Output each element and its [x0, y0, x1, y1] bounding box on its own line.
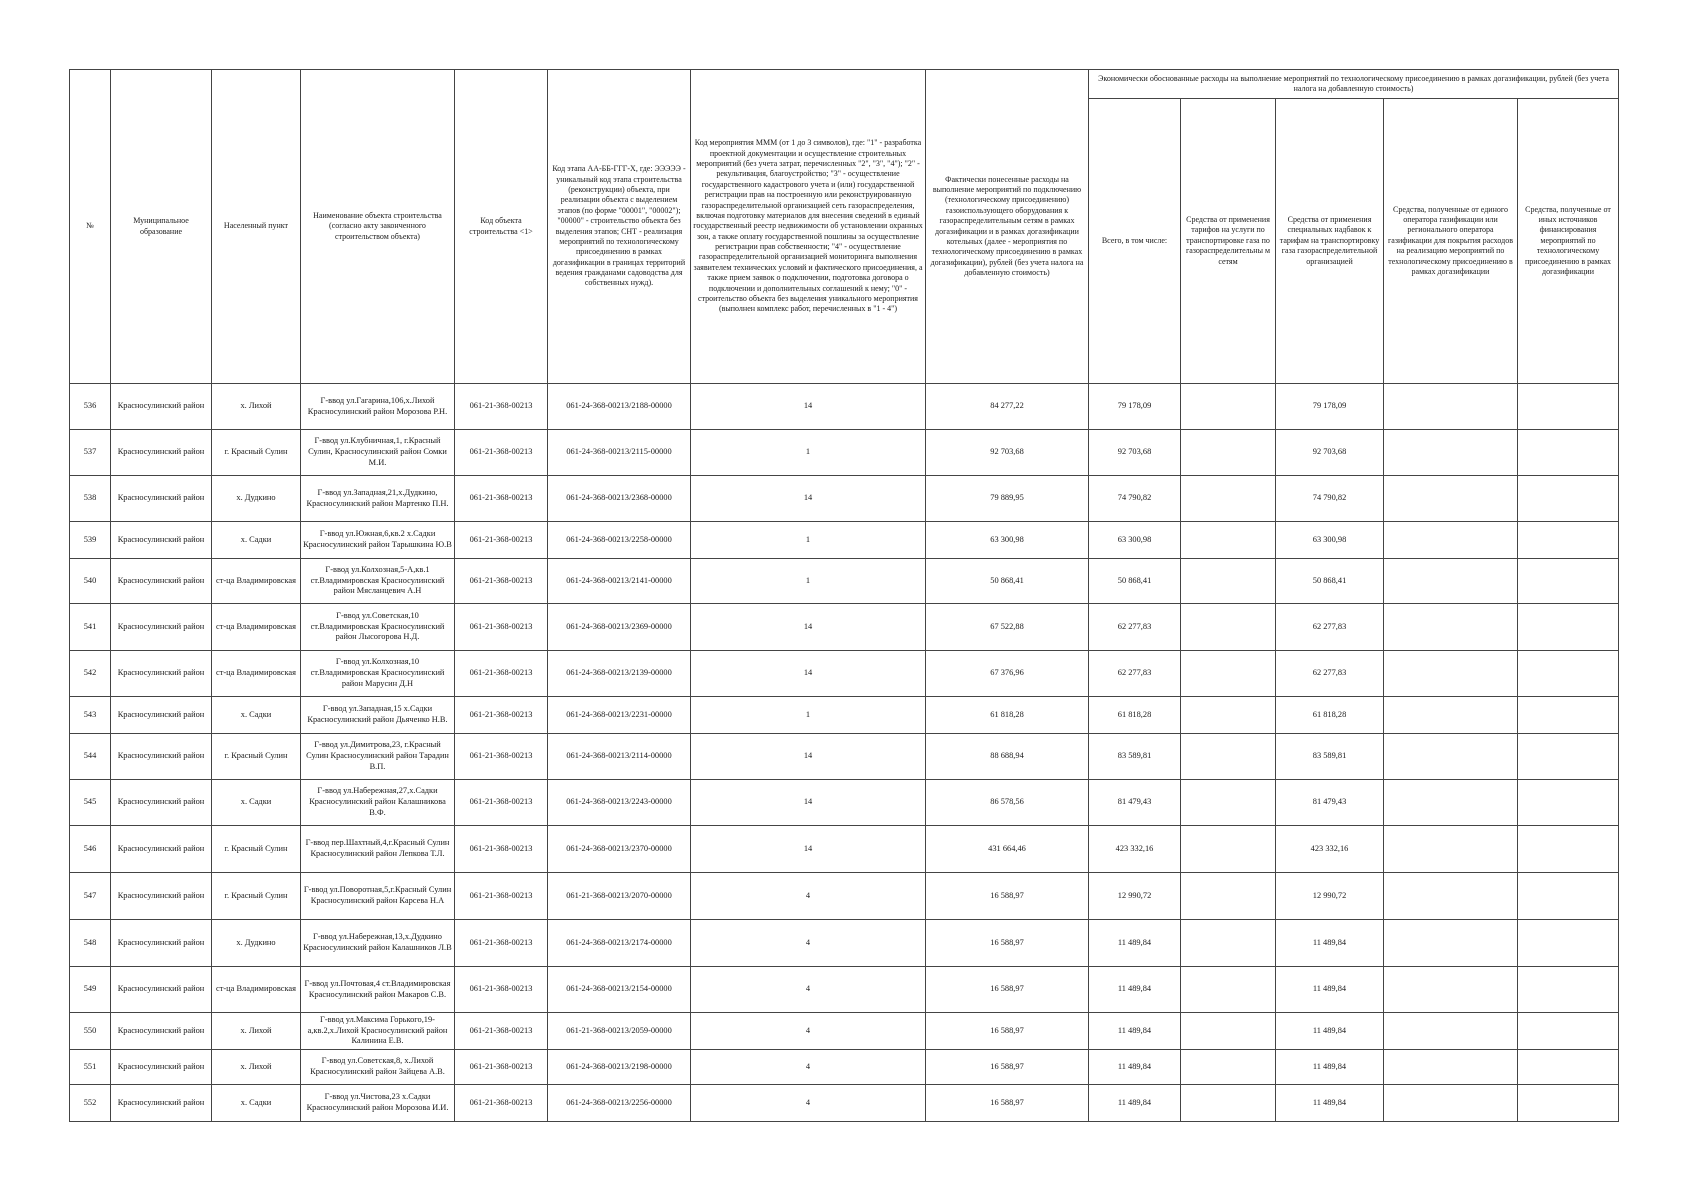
- cell-total: 83 589,81: [1089, 734, 1181, 780]
- cell-single-operator: [1384, 734, 1518, 780]
- cell-settlement: ст-ца Владимировская: [212, 559, 301, 604]
- cell-actual-costs: 67 376,96: [926, 651, 1089, 697]
- cell-special-markups: 81 479,43: [1276, 780, 1384, 826]
- cell-total: 62 277,83: [1089, 651, 1181, 697]
- cell-total: 11 489,84: [1089, 1085, 1181, 1122]
- header-object-name: Наименование объекта строительства (согласно акту законченного строительством объекта): [301, 70, 455, 384]
- cell-actual-costs: 84 277,22: [926, 384, 1089, 430]
- cell-object-name: Г-ввод ул.Почтовая,4 ст.Владимировская Красносулинский район Макаров С.В.: [301, 967, 455, 1013]
- cell-single-operator: [1384, 604, 1518, 651]
- cell-settlement: г. Красный Сулин: [212, 873, 301, 920]
- cell-tariff-services: [1181, 780, 1276, 826]
- cell-no: 546: [70, 826, 111, 873]
- cell-object-code: 061-21-368-00213: [455, 697, 548, 734]
- cell-object-code: 061-21-368-00213: [455, 1050, 548, 1085]
- cell-tariff-services: [1181, 826, 1276, 873]
- cell-no: 541: [70, 604, 111, 651]
- table-row: [70, 384, 1619, 430]
- cell-total: 11 489,84: [1089, 1013, 1181, 1050]
- cell-actual-costs: 16 588,97: [926, 873, 1089, 920]
- cell-object-code: 061-21-368-00213: [455, 559, 548, 604]
- cell-object-name: Г-ввод ул.Набережная,13,х.Дудкино Красносулинский район Калашников Л.В: [301, 920, 455, 967]
- header-actual-costs: Фактически понесенные расходы на выполнение мероприятий по подключению (технологическому присоединению) газоиспользующего оборудования к газораспределительным сетям в рамках догазификации и в рамках догазификации котельных (далее - мероприятия по технологическому присоединению в рамках догазификации), рублей (без учета налога на добавленную стоимость): [926, 70, 1089, 384]
- cell-actual-costs: 61 818,28: [926, 697, 1089, 734]
- table-row: [70, 522, 1619, 559]
- cell-special-markups: 62 277,83: [1276, 604, 1384, 651]
- cell-tariff-services: [1181, 1013, 1276, 1050]
- dogazification-cost-table: [69, 69, 1619, 1122]
- cell-special-markups: 61 818,28: [1276, 697, 1384, 734]
- cell-no: 545: [70, 780, 111, 826]
- cell-actual-costs: 16 588,97: [926, 1050, 1089, 1085]
- header-settlement: Населенный пункт: [212, 70, 301, 384]
- cell-object-name: Г-ввод ул.Максима Горького,19-а,кв.2,х.Лихой Красносулинский район Калинина Е.В.: [301, 1013, 455, 1050]
- cell-total: 423 332,16: [1089, 826, 1181, 873]
- table-row: [70, 734, 1619, 780]
- cell-actual-costs: 92 703,68: [926, 430, 1089, 476]
- header-measure-code: Код мероприятия МММ (от 1 до 3 символов), где: "1" - разработка проектной документации и осуществление строительных мероприятий (без учета затрат, перечисленных "2", "3", "4"); "2" - рекультивация, благоустройство; "3" - осуществление государственного кадастрового учета и (или) государственной регистрации прав на построенную или реконструированную газораспределительной организацией сеть газораспределения, включая подготовку материалов для внесения сведений в единый государственный реестр недвижимости об установлении охранных зон, а также оплату государственной пошлины за осуществление регистрации прав собственности; "4" - осуществление газораспределительной организацией мониторинга выполнения заявителем технических условий и фактического присоединения, а также прием заявок о подключении, подготовка договора о подключении и дополнительных соглашений к нему; "0" - строительство объекта без выделения уникального мероприятия (выполнен комплекс работ, перечисленных в "1 - 4"): [691, 70, 926, 384]
- cell-actual-costs: 16 588,97: [926, 967, 1089, 1013]
- cell-single-operator: [1384, 1085, 1518, 1122]
- cell-single-operator: [1384, 651, 1518, 697]
- cell-municipality: Красносулинский район: [111, 559, 212, 604]
- cell-tariff-services: [1181, 920, 1276, 967]
- cell-object-name: Г-ввод ул.Южная,6,кв.2 х.Садки Красносулинский район Тарышкина Ю.В: [301, 522, 455, 559]
- cell-tariff-services: [1181, 1050, 1276, 1085]
- cell-municipality: Красносулинский район: [111, 826, 212, 873]
- cell-measure-code: 4: [691, 920, 926, 967]
- table-row: [70, 476, 1619, 522]
- cell-stage-code: 061-21-368-00213/2059-00000: [548, 1013, 691, 1050]
- cell-special-markups: 11 489,84: [1276, 1050, 1384, 1085]
- cell-object-code: 061-21-368-00213: [455, 920, 548, 967]
- cell-object-code: 061-21-368-00213: [455, 384, 548, 430]
- cell-municipality: Красносулинский район: [111, 476, 212, 522]
- cell-no: 549: [70, 967, 111, 1013]
- cell-actual-costs: 86 578,56: [926, 780, 1089, 826]
- cell-stage-code: 061-21-368-00213/2070-00000: [548, 873, 691, 920]
- table-row: [70, 780, 1619, 826]
- cell-no: 548: [70, 920, 111, 967]
- cell-actual-costs: 16 588,97: [926, 1013, 1089, 1050]
- cell-single-operator: [1384, 559, 1518, 604]
- cell-object-name: Г-ввод ул.Западная,15 х.Садки Красносулинский район Дьяченко Н.В.: [301, 697, 455, 734]
- cell-single-operator: [1384, 384, 1518, 430]
- cell-measure-code: 14: [691, 604, 926, 651]
- cell-tariff-services: [1181, 967, 1276, 1013]
- cell-total: 12 990,72: [1089, 873, 1181, 920]
- cell-municipality: Красносулинский район: [111, 1085, 212, 1122]
- header-stage-code: Код этапа АА-ББ-ГГГ-Х, где: ЭЭЭЭЭ - уникальный код этапа строительства (реконструкции) объекта, при реализации объекта с выделением этапов (по форме "00001", "00002"); "00000" - строительство объекта без выделения этапов; СНТ - реализация мероприятий по технологическому присоединению в рамках догазификации в границах территорий ведения гражданами садоводства для собственных нужд).: [548, 70, 691, 384]
- cell-actual-costs: 16 588,97: [926, 1085, 1089, 1122]
- cell-tariff-services: [1181, 604, 1276, 651]
- table-row: [70, 1013, 1619, 1050]
- table-row: [70, 967, 1619, 1013]
- cell-single-operator: [1384, 873, 1518, 920]
- cell-other-sources: [1518, 476, 1619, 522]
- cell-municipality: Красносулинский район: [111, 1013, 212, 1050]
- table-row: [70, 873, 1619, 920]
- cell-special-markups: 83 589,81: [1276, 734, 1384, 780]
- cell-measure-code: 1: [691, 430, 926, 476]
- table-row: [70, 430, 1619, 476]
- cell-measure-code: 1: [691, 559, 926, 604]
- cell-stage-code: 061-24-368-00213/2369-00000: [548, 604, 691, 651]
- cell-object-name: Г-ввод ул.Советская,10 ст.Владимировская Красносулинский район Лысогорова Н.Д.: [301, 604, 455, 651]
- cell-no: 540: [70, 559, 111, 604]
- cell-measure-code: 14: [691, 734, 926, 780]
- cell-measure-code: 4: [691, 873, 926, 920]
- cell-other-sources: [1518, 384, 1619, 430]
- cell-single-operator: [1384, 826, 1518, 873]
- header-other-sources: Средства, полученные от иных источников финансирования мероприятий по технологическому присоединению в рамках догазификации: [1518, 99, 1619, 384]
- cell-municipality: Красносулинский район: [111, 734, 212, 780]
- cell-object-code: 061-21-368-00213: [455, 873, 548, 920]
- cell-special-markups: 423 332,16: [1276, 826, 1384, 873]
- cell-object-name: Г-ввод пер.Шахтный,4,г.Красный Сулин Красносулинский район Лепкова Т.Л.: [301, 826, 455, 873]
- cell-settlement: х. Дудкино: [212, 920, 301, 967]
- cell-no: 551: [70, 1050, 111, 1085]
- cell-object-code: 061-21-368-00213: [455, 967, 548, 1013]
- cell-stage-code: 061-24-368-00213/2115-00000: [548, 430, 691, 476]
- header-economic-costs-group: Экономически обоснованные расходы на выполнение мероприятий по технологическому присоединению в рамках догазификации, рублей (без учета налога на добавленную стоимость): [1089, 70, 1619, 99]
- cell-municipality: Красносулинский район: [111, 430, 212, 476]
- cell-settlement: х. Лихой: [212, 1013, 301, 1050]
- cell-other-sources: [1518, 734, 1619, 780]
- cell-stage-code: 061-24-368-00213/2243-00000: [548, 780, 691, 826]
- cell-single-operator: [1384, 430, 1518, 476]
- cell-object-code: 061-21-368-00213: [455, 1085, 548, 1122]
- cell-tariff-services: [1181, 559, 1276, 604]
- cell-tariff-services: [1181, 873, 1276, 920]
- cell-settlement: х. Садки: [212, 522, 301, 559]
- cell-no: 543: [70, 697, 111, 734]
- table-row: [70, 697, 1619, 734]
- cell-object-code: 061-21-368-00213: [455, 651, 548, 697]
- cell-object-code: 061-21-368-00213: [455, 522, 548, 559]
- cell-tariff-services: [1181, 651, 1276, 697]
- cell-object-name: Г-ввод ул.Клубничная,1, г.Красный Сулин, Красносулинский район Сомки М.И.: [301, 430, 455, 476]
- cell-measure-code: 1: [691, 522, 926, 559]
- header-no: №: [70, 70, 111, 384]
- cell-settlement: х. Садки: [212, 1085, 301, 1122]
- cell-settlement: г. Красный Сулин: [212, 734, 301, 780]
- table-row: [70, 1050, 1619, 1085]
- cell-municipality: Красносулинский район: [111, 697, 212, 734]
- header-special-markups: Средства от применения специальных надбавок к тарифам на транспортировку газа газораспределительной организацией: [1276, 99, 1384, 384]
- cell-object-code: 061-21-368-00213: [455, 734, 548, 780]
- cell-object-name: Г-ввод ул.Поворотная,5,г.Красный Сулин Красносулинский район Карсева Н.А: [301, 873, 455, 920]
- cell-actual-costs: 79 889,95: [926, 476, 1089, 522]
- cell-other-sources: [1518, 1085, 1619, 1122]
- cell-total: 79 178,09: [1089, 384, 1181, 430]
- cell-other-sources: [1518, 559, 1619, 604]
- cell-special-markups: 11 489,84: [1276, 1013, 1384, 1050]
- cell-other-sources: [1518, 604, 1619, 651]
- table-header: [70, 70, 1619, 384]
- cell-stage-code: 061-24-368-00213/2139-00000: [548, 651, 691, 697]
- cell-no: 542: [70, 651, 111, 697]
- cell-settlement: ст-ца Владимировская: [212, 604, 301, 651]
- cell-measure-code: 1: [691, 697, 926, 734]
- cell-other-sources: [1518, 1050, 1619, 1085]
- cell-stage-code: 061-24-368-00213/2370-00000: [548, 826, 691, 873]
- cell-actual-costs: 67 522,88: [926, 604, 1089, 651]
- cell-other-sources: [1518, 1013, 1619, 1050]
- table-row: [70, 920, 1619, 967]
- cell-special-markups: 50 868,41: [1276, 559, 1384, 604]
- cell-actual-costs: 431 664,46: [926, 826, 1089, 873]
- cell-special-markups: 11 489,84: [1276, 1085, 1384, 1122]
- cell-object-code: 061-21-368-00213: [455, 430, 548, 476]
- cell-single-operator: [1384, 1013, 1518, 1050]
- cell-municipality: Красносулинский район: [111, 873, 212, 920]
- cell-no: 539: [70, 522, 111, 559]
- cell-object-name: Г-ввод ул.Гагарина,106,х.Лихой Красносулинский район Морозова Р.Н.: [301, 384, 455, 430]
- cell-total: 50 868,41: [1089, 559, 1181, 604]
- cell-single-operator: [1384, 697, 1518, 734]
- cell-actual-costs: 88 688,94: [926, 734, 1089, 780]
- cell-no: 538: [70, 476, 111, 522]
- cell-stage-code: 061-24-368-00213/2231-00000: [548, 697, 691, 734]
- cell-tariff-services: [1181, 522, 1276, 559]
- cell-object-name: Г-ввод ул.Димитрова,23, г.Красный Сулин Красносулинский район Тарадин В.П.: [301, 734, 455, 780]
- cell-settlement: ст-ца Владимировская: [212, 967, 301, 1013]
- cell-tariff-services: [1181, 384, 1276, 430]
- cell-single-operator: [1384, 780, 1518, 826]
- cell-no: 536: [70, 384, 111, 430]
- cell-no: 547: [70, 873, 111, 920]
- cell-special-markups: 63 300,98: [1276, 522, 1384, 559]
- cell-municipality: Красносулинский район: [111, 384, 212, 430]
- cell-other-sources: [1518, 651, 1619, 697]
- cell-stage-code: 061-24-368-00213/2141-00000: [548, 559, 691, 604]
- cell-object-code: 061-21-368-00213: [455, 1013, 548, 1050]
- header-row-1: [70, 70, 1619, 99]
- cell-stage-code: 061-24-368-00213/2174-00000: [548, 920, 691, 967]
- header-object-code: Код объекта строительства <1>: [455, 70, 548, 384]
- cell-measure-code: 14: [691, 476, 926, 522]
- cell-other-sources: [1518, 826, 1619, 873]
- cell-no: 544: [70, 734, 111, 780]
- cell-measure-code: 14: [691, 780, 926, 826]
- cell-tariff-services: [1181, 697, 1276, 734]
- cell-total: 62 277,83: [1089, 604, 1181, 651]
- table-row: [70, 1085, 1619, 1122]
- cell-settlement: х. Садки: [212, 780, 301, 826]
- table-row: [70, 604, 1619, 651]
- cell-actual-costs: 50 868,41: [926, 559, 1089, 604]
- header-single-operator: Средства, полученные от единого оператора газификации или регионального оператора газификации для покрытия расходов на реализацию мероприятий по технологическому присоединению в рамках догазификации: [1384, 99, 1518, 384]
- table-row: [70, 651, 1619, 697]
- cell-actual-costs: 63 300,98: [926, 522, 1089, 559]
- cell-other-sources: [1518, 522, 1619, 559]
- cell-other-sources: [1518, 430, 1619, 476]
- cell-municipality: Красносулинский район: [111, 1050, 212, 1085]
- cell-municipality: Красносулинский район: [111, 967, 212, 1013]
- cell-measure-code: 14: [691, 826, 926, 873]
- cell-object-code: 061-21-368-00213: [455, 604, 548, 651]
- cell-object-name: Г-ввод ул.Советская,8, х.Лихой Красносулинский район Зайцева А.В.: [301, 1050, 455, 1085]
- cell-special-markups: 11 489,84: [1276, 967, 1384, 1013]
- cell-municipality: Красносулинский район: [111, 651, 212, 697]
- cell-stage-code: 061-24-368-00213/2188-00000: [548, 384, 691, 430]
- cell-stage-code: 061-24-368-00213/2368-00000: [548, 476, 691, 522]
- cell-stage-code: 061-24-368-00213/2114-00000: [548, 734, 691, 780]
- cell-object-code: 061-21-368-00213: [455, 780, 548, 826]
- cell-special-markups: 62 277,83: [1276, 651, 1384, 697]
- cell-special-markups: 92 703,68: [1276, 430, 1384, 476]
- cell-single-operator: [1384, 476, 1518, 522]
- cell-special-markups: 11 489,84: [1276, 920, 1384, 967]
- cell-measure-code: 4: [691, 967, 926, 1013]
- cell-measure-code: 4: [691, 1013, 926, 1050]
- cell-settlement: г. Красный Сулин: [212, 430, 301, 476]
- cell-municipality: Красносулинский район: [111, 604, 212, 651]
- header-municipality: Муниципальное образование: [111, 70, 212, 384]
- cell-settlement: ст-ца Владимировская: [212, 651, 301, 697]
- cell-tariff-services: [1181, 734, 1276, 780]
- cell-object-code: 061-21-368-00213: [455, 476, 548, 522]
- cell-object-name: Г-ввод ул.Чистова,23 х.Садки Красносулинский район Морозова И.И.: [301, 1085, 455, 1122]
- cell-total: 11 489,84: [1089, 920, 1181, 967]
- cell-single-operator: [1384, 522, 1518, 559]
- cell-object-name: Г-ввод ул.Колхозная,5-А,кв.1 ст.Владимировская Красносулинский район Мясланцевич А.Н: [301, 559, 455, 604]
- cell-measure-code: 4: [691, 1085, 926, 1122]
- cell-total: 92 703,68: [1089, 430, 1181, 476]
- cell-no: 537: [70, 430, 111, 476]
- cell-single-operator: [1384, 967, 1518, 1013]
- cell-total: 63 300,98: [1089, 522, 1181, 559]
- cell-settlement: х. Лихой: [212, 384, 301, 430]
- cell-total: 81 479,43: [1089, 780, 1181, 826]
- cell-object-name: Г-ввод ул.Колхозная,10 ст.Владимировская Красносулинский район Марусин Д.Н: [301, 651, 455, 697]
- cell-object-name: Г-ввод ул.Западная,21,х.Дудкино, Красносулинский район Мартенко П.Н.: [301, 476, 455, 522]
- header-tariff-services: Средства от применения тарифов на услуги по транспортировке газа по газораспределительны м сетям: [1181, 99, 1276, 384]
- header-total: Всего, в том числе:: [1089, 99, 1181, 384]
- cell-municipality: Красносулинский район: [111, 920, 212, 967]
- cell-measure-code: 14: [691, 384, 926, 430]
- cell-settlement: г. Красный Сулин: [212, 826, 301, 873]
- table-body: [70, 384, 1619, 1122]
- cell-no: 552: [70, 1085, 111, 1122]
- cell-object-name: Г-ввод ул.Набережная,27,х.Садки Красносулинский район Калашникова В.Ф.: [301, 780, 455, 826]
- cell-settlement: х. Лихой: [212, 1050, 301, 1085]
- table-row: [70, 826, 1619, 873]
- cell-measure-code: 4: [691, 1050, 926, 1085]
- cell-other-sources: [1518, 697, 1619, 734]
- cell-no: 550: [70, 1013, 111, 1050]
- cell-object-code: 061-21-368-00213: [455, 826, 548, 873]
- cell-municipality: Красносулинский район: [111, 780, 212, 826]
- cell-other-sources: [1518, 920, 1619, 967]
- cell-other-sources: [1518, 780, 1619, 826]
- cell-measure-code: 14: [691, 651, 926, 697]
- cell-stage-code: 061-24-368-00213/2154-00000: [548, 967, 691, 1013]
- cell-total: 74 790,82: [1089, 476, 1181, 522]
- table-row: [70, 559, 1619, 604]
- cell-single-operator: [1384, 920, 1518, 967]
- cell-total: 11 489,84: [1089, 1050, 1181, 1085]
- cell-tariff-services: [1181, 430, 1276, 476]
- cell-special-markups: 12 990,72: [1276, 873, 1384, 920]
- cell-total: 11 489,84: [1089, 967, 1181, 1013]
- cell-stage-code: 061-24-368-00213/2198-00000: [548, 1050, 691, 1085]
- cell-municipality: Красносулинский район: [111, 522, 212, 559]
- document-page: [69, 69, 1618, 1122]
- cell-settlement: х. Дудкино: [212, 476, 301, 522]
- cell-other-sources: [1518, 967, 1619, 1013]
- cell-other-sources: [1518, 873, 1619, 920]
- cell-tariff-services: [1181, 1085, 1276, 1122]
- cell-settlement: х. Садки: [212, 697, 301, 734]
- cell-actual-costs: 16 588,97: [926, 920, 1089, 967]
- cell-tariff-services: [1181, 476, 1276, 522]
- cell-total: 61 818,28: [1089, 697, 1181, 734]
- cell-stage-code: 061-24-368-00213/2256-00000: [548, 1085, 691, 1122]
- cell-special-markups: 74 790,82: [1276, 476, 1384, 522]
- cell-single-operator: [1384, 1050, 1518, 1085]
- cell-stage-code: 061-24-368-00213/2258-00000: [548, 522, 691, 559]
- cell-special-markups: 79 178,09: [1276, 384, 1384, 430]
